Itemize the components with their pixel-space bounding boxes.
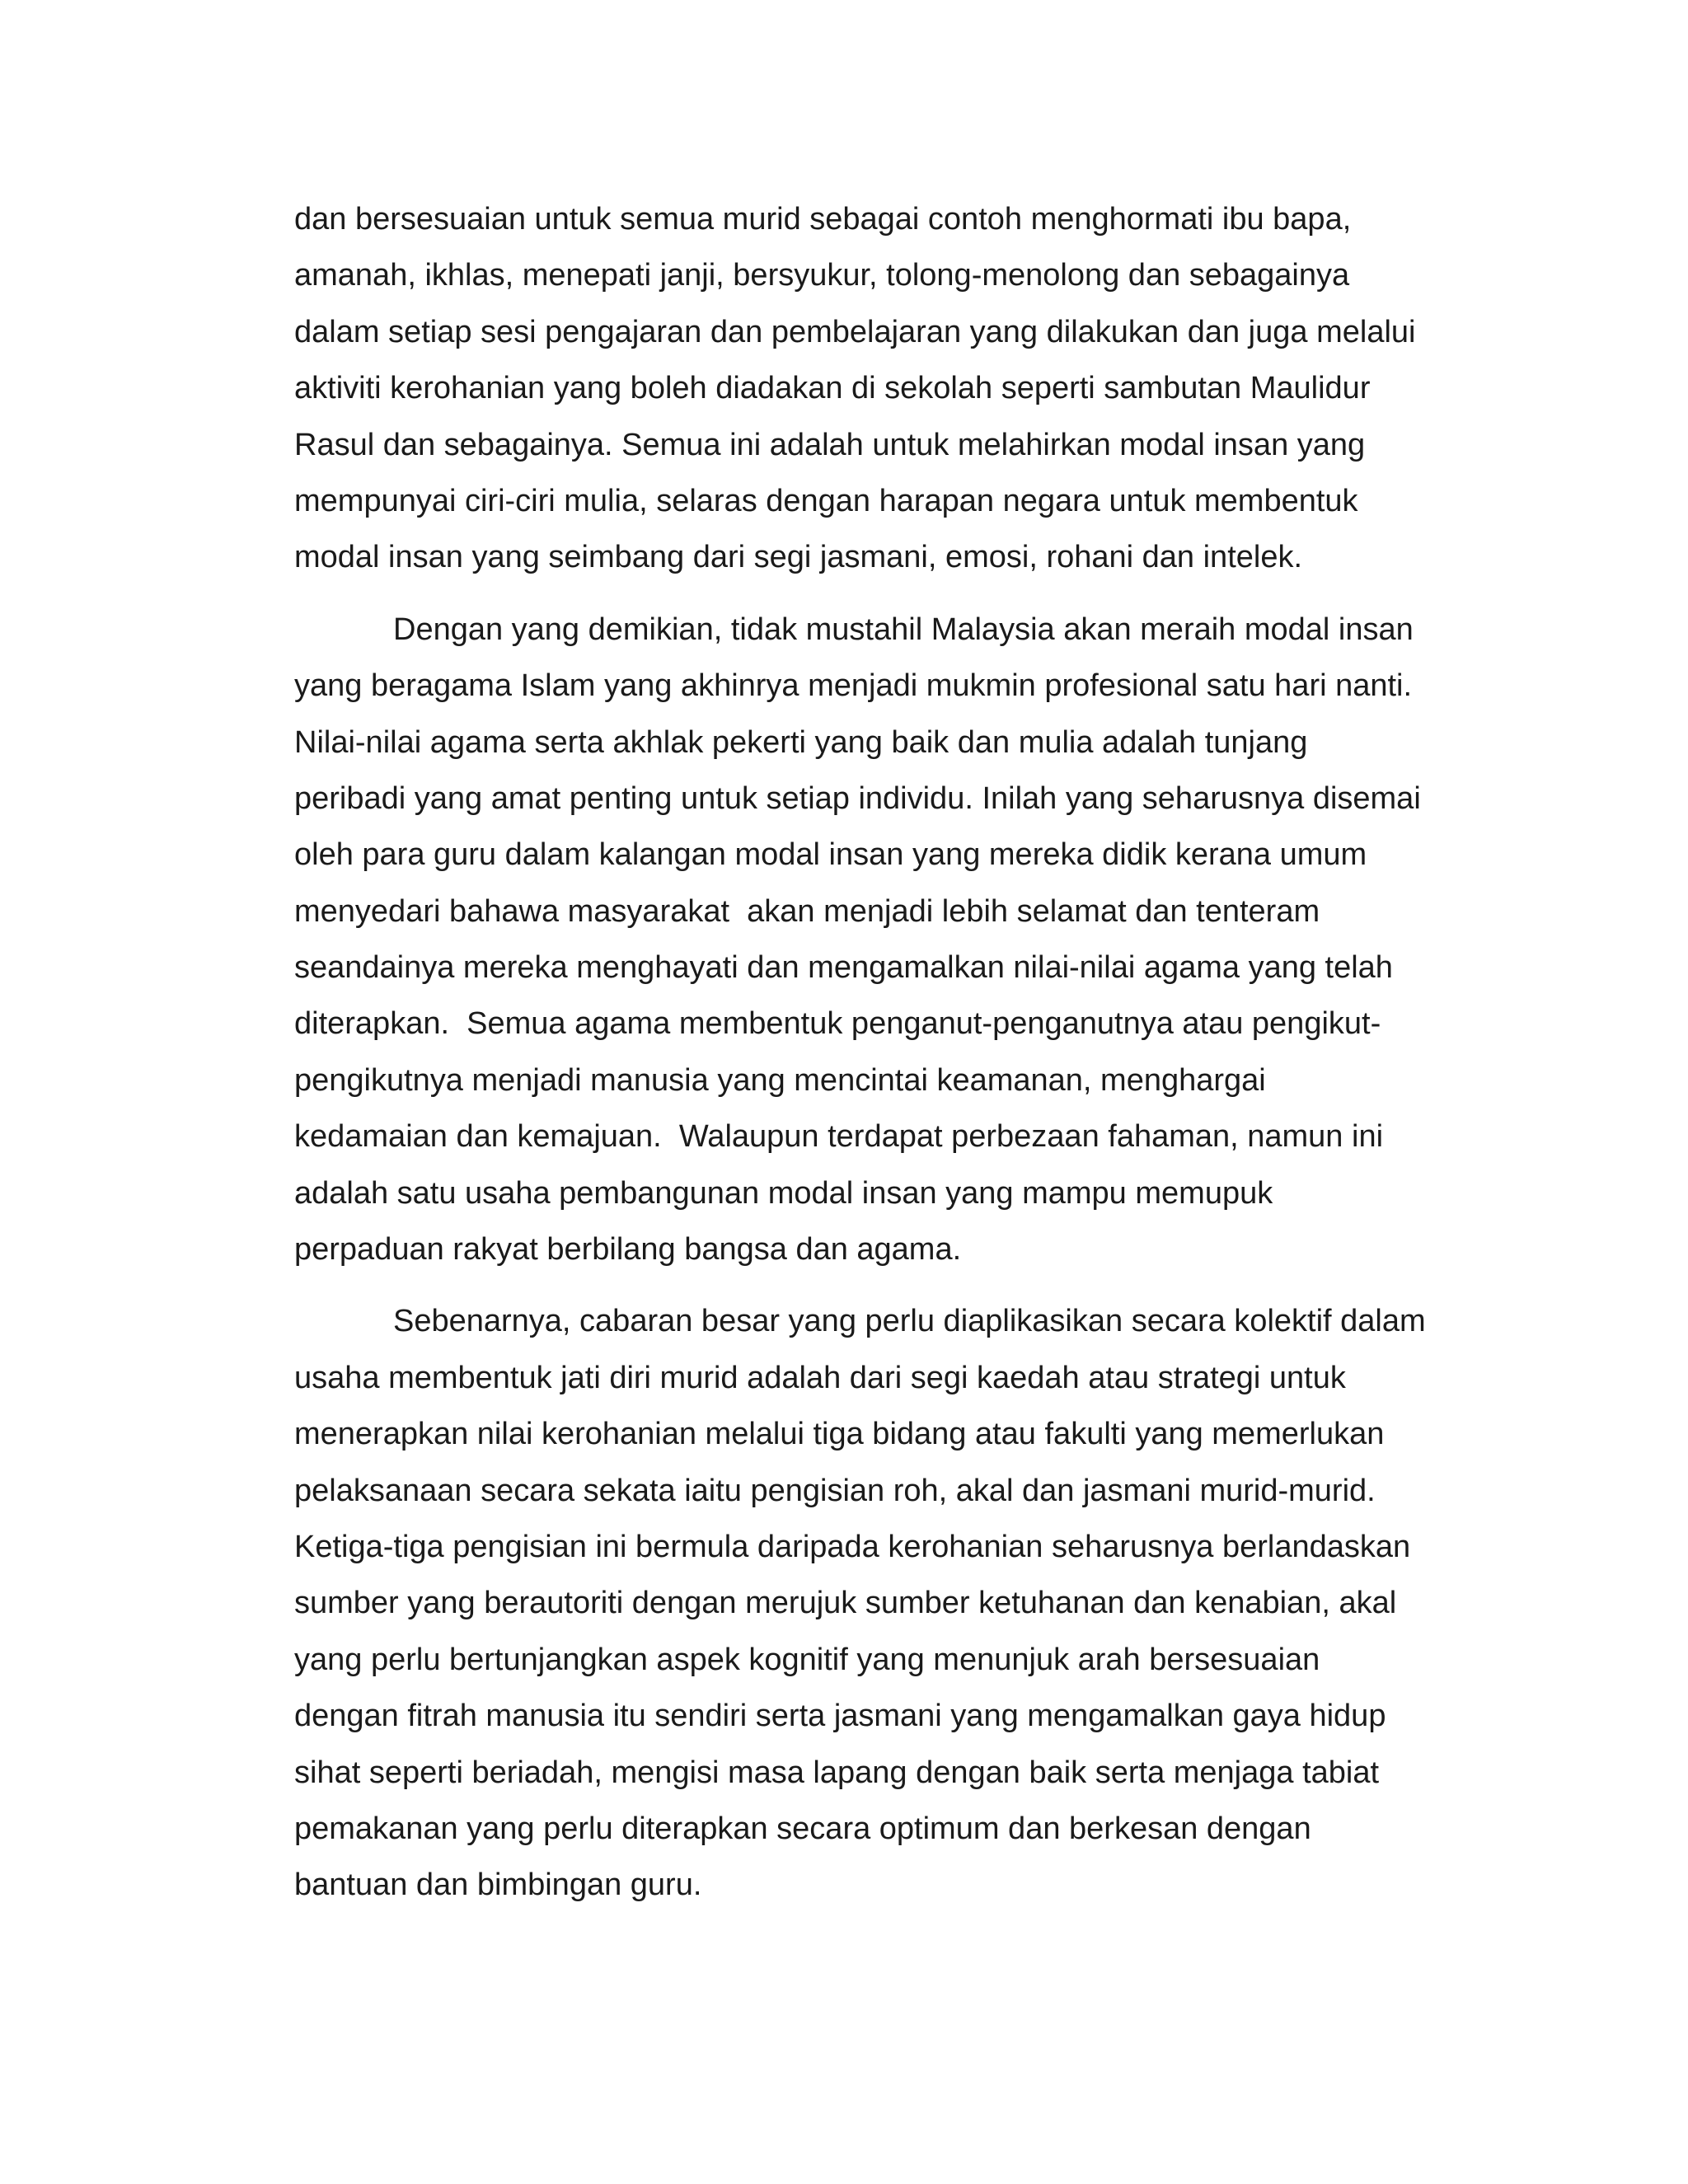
- body-text: [294, 191, 1481, 1914]
- paragraph-1: [294, 191, 1481, 586]
- paragraph-3: [294, 1293, 1481, 1913]
- text-line: yang perlu bertunjangkan aspek kognitif yang menunjuk arah bersesuaian: [294, 1642, 1320, 1677]
- text-line: sumber yang berautoriti dengan merujuk sumber ketuhanan dan kenabian, akal: [294, 1586, 1397, 1621]
- text-line: Rasul dan sebagainya. Semua ini adalah untuk melahirkan modal insan yang: [294, 427, 1366, 462]
- text-line: Dengan yang demikian, tidak mustahil Malaysia akan meraih modal insan: [393, 612, 1414, 647]
- text-line: oleh para guru dalam kalangan modal insan yang mereka didik kerana umum: [294, 837, 1367, 873]
- text-line: Nilai-nilai agama serta akhlak pekerti yang baik dan mulia adalah tunjang: [294, 724, 1308, 760]
- text-line: diterapkan. Semua agama membentuk penganut-penganutnya atau pengikut-: [294, 1006, 1381, 1042]
- text-line: perpaduan rakyat berbilang bangsa dan agama.: [294, 1232, 962, 1268]
- text-line: bantuan dan bimbingan guru.: [294, 1868, 702, 1903]
- text-line: Ketiga-tiga pengisian ini bermula daripada kerohanian seharusnya berlandaskan: [294, 1529, 1411, 1564]
- text-line: adalah satu usaha pembangunan modal insan yang mampu memupuk: [294, 1175, 1273, 1211]
- text-line: menyedari bahawa masyarakat akan menjadi lebih selamat dan tenteram: [294, 893, 1320, 929]
- text-line: seandainya mereka menghayati dan mengamalkan nilai-nilai agama yang telah: [294, 950, 1393, 986]
- text-line: mempunyai ciri-ciri mulia, selaras dengan harapan negara untuk membentuk: [294, 483, 1358, 518]
- text-line: dan bersesuaian untuk semua murid sebagai contoh menghormati ibu bapa,: [294, 202, 1352, 237]
- text-line: dengan fitrah manusia itu sendiri serta jasmani yang mengamalkan gaya hidup: [294, 1699, 1386, 1734]
- text-line: menerapkan nilai kerohanian melalui tiga bidang atau fakulti yang memerlukan: [294, 1417, 1385, 1452]
- text-line: peribadi yang amat penting untuk setiap individu. Inilah yang seharusnya disemai: [294, 780, 1421, 816]
- text-line: pemakanan yang perlu diterapkan secara optimum dan berkesan dengan: [294, 1811, 1311, 1846]
- text-line: modal insan yang seimbang dari segi jasmani, emosi, rohani dan intelek.: [294, 540, 1303, 575]
- text-line: amanah, ikhlas, menepati janji, bersyukur, tolong-menolong dan sebagainya: [294, 258, 1350, 293]
- text-line: kedamaian dan kemajuan. Walaupun terdapat perbezaan fahaman, namun ini: [294, 1119, 1384, 1155]
- text-line: aktiviti kerohanian yang boleh diadakan di sekolah seperti sambutan Maulidur: [294, 371, 1371, 406]
- paragraph-2: [294, 602, 1481, 1278]
- text-line: sihat seperti beriadah, mengisi masa lapang dengan baik serta menjaga tabiat: [294, 1755, 1380, 1790]
- text-line: dalam setiap sesi pengajaran dan pembelajaran yang dilakukan dan juga melalui: [294, 314, 1416, 349]
- text-line: pelaksanaan secara sekata iaitu pengisian roh, akal dan jasmani murid-murid.: [294, 1473, 1376, 1508]
- text-line: pengikutnya menjadi manusia yang mencintai keamanan, menghargai: [294, 1062, 1266, 1098]
- text-line: usaha membentuk jati diri murid adalah dari segi kaedah atau strategi untuk: [294, 1360, 1346, 1395]
- text-line: Sebenarnya, cabaran besar yang perlu diaplikasikan secara kolektif dalam: [393, 1304, 1426, 1339]
- text-line: yang beragama Islam yang akhinrya menjadi mukmin profesional satu hari nanti.: [294, 668, 1413, 704]
